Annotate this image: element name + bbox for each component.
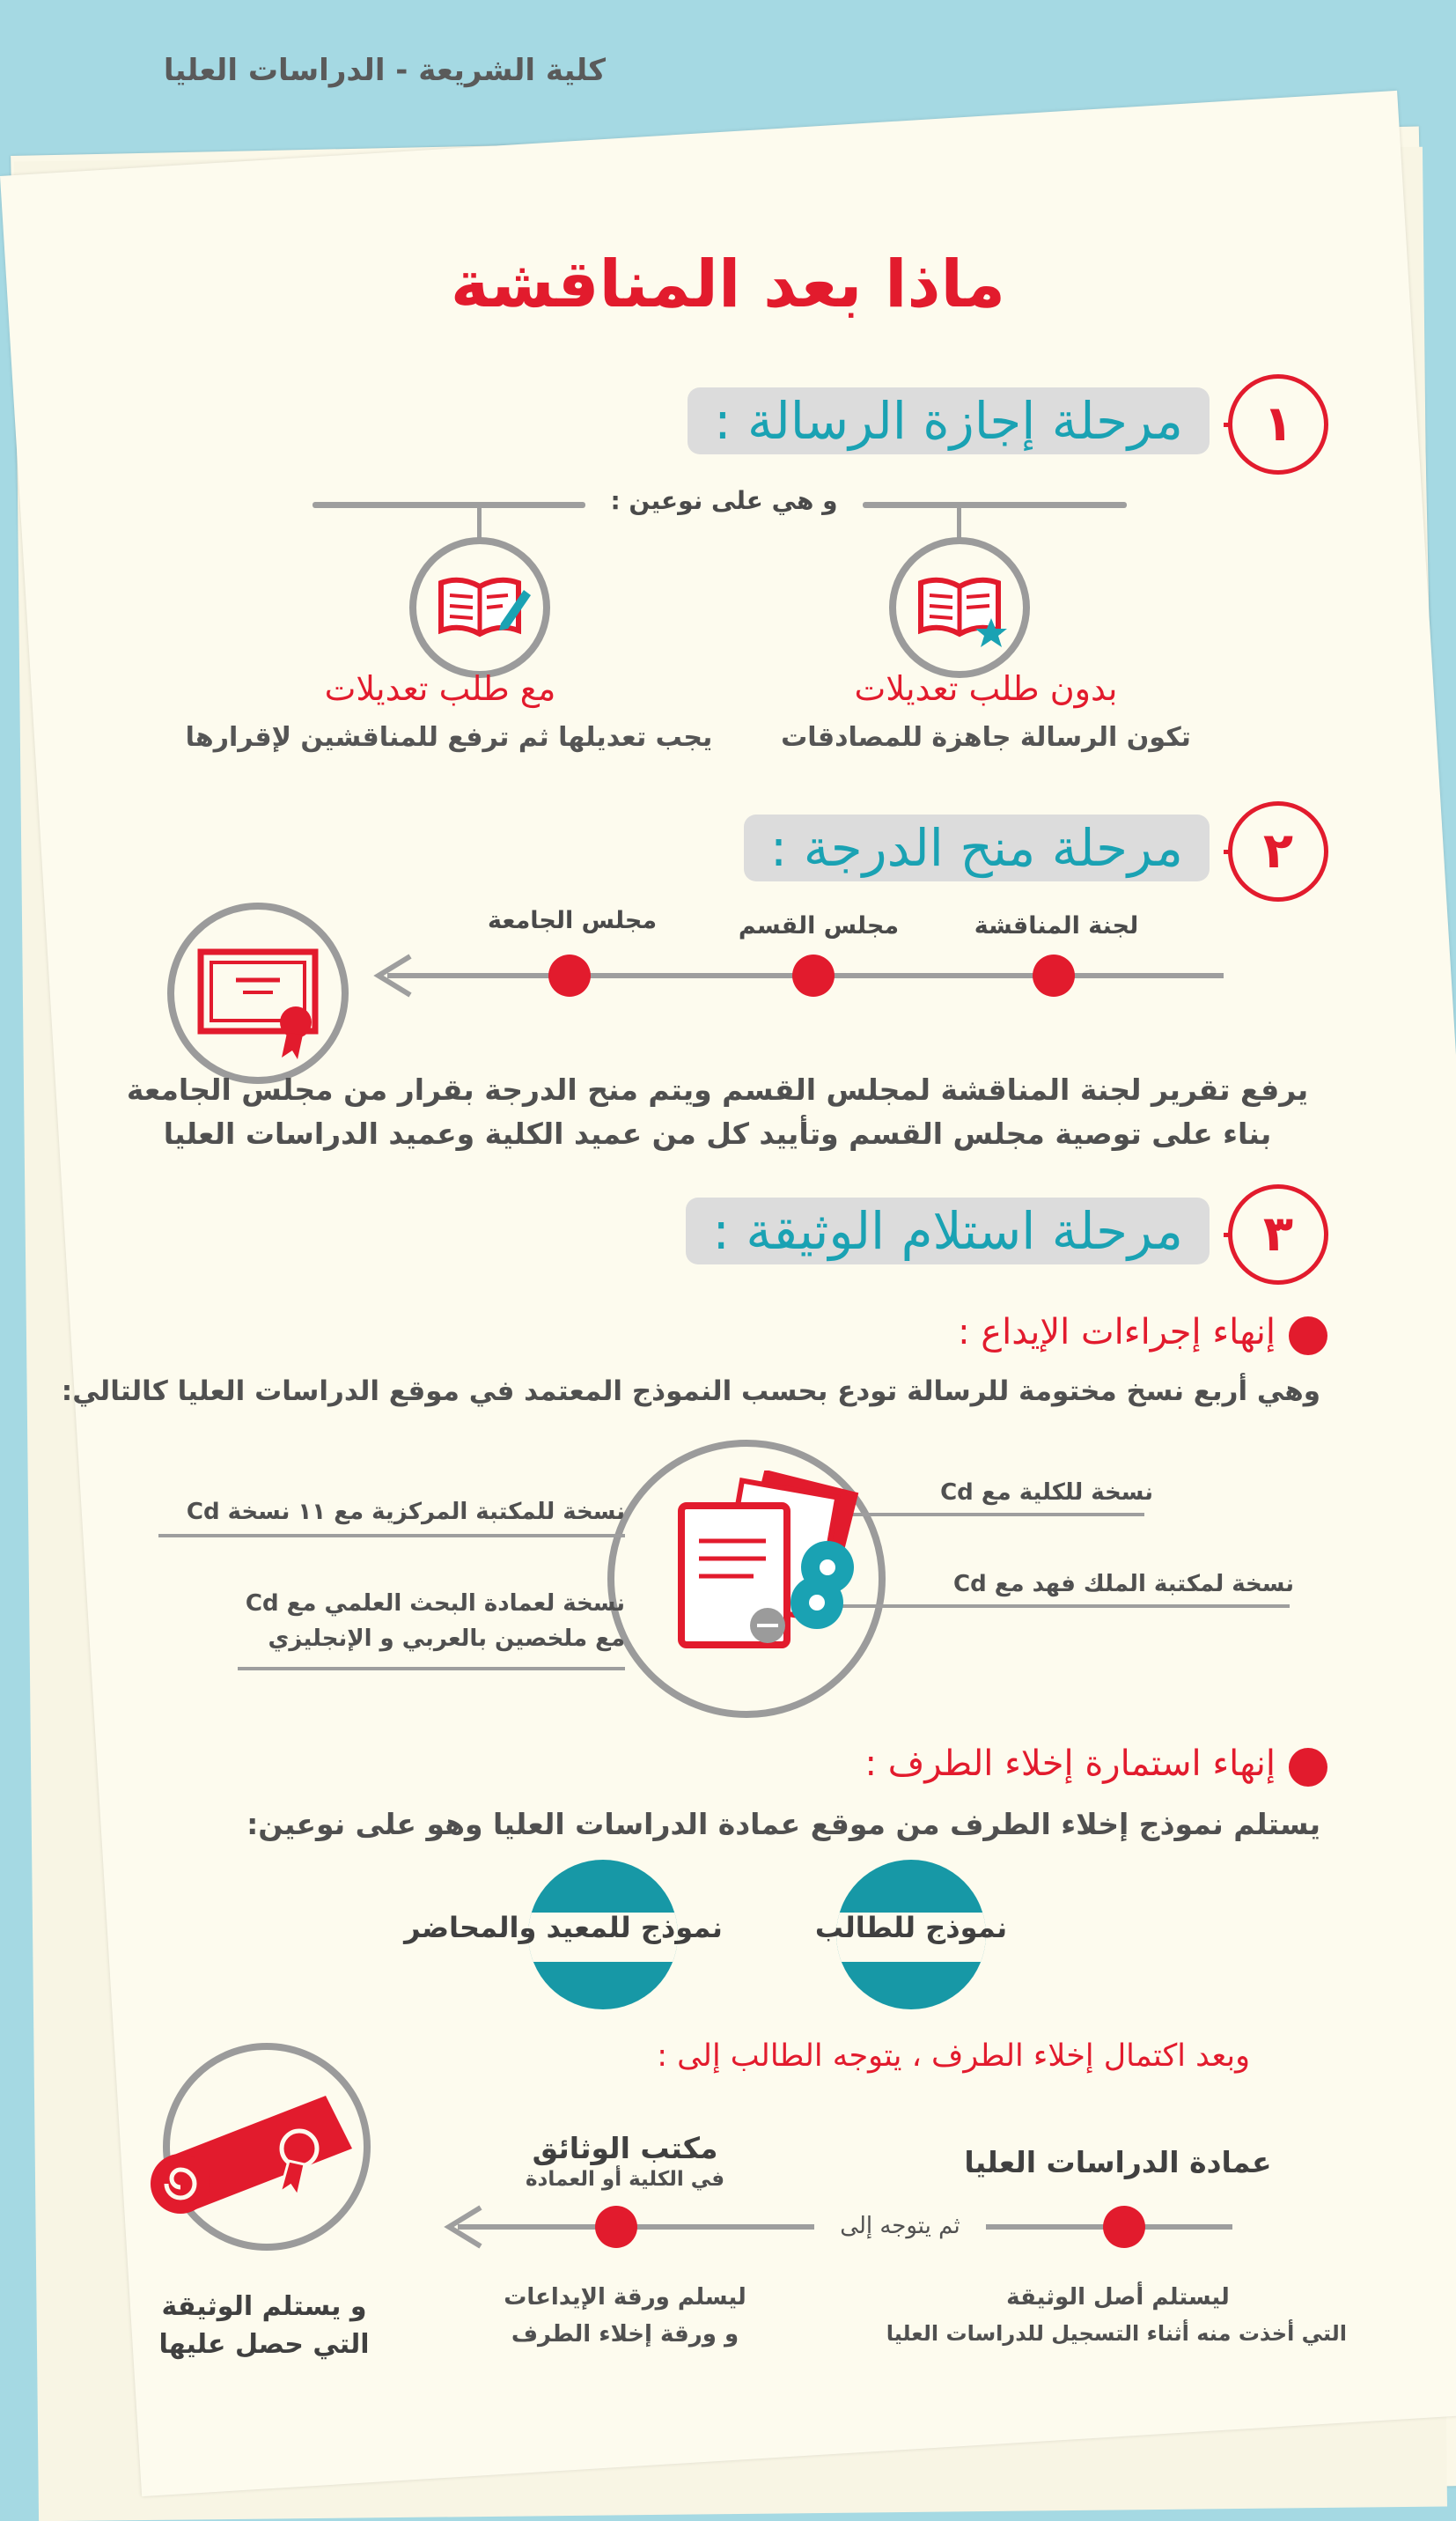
copy-central-library: نسخة للمكتبة المركزية مع ١١ نسخة Cd [186, 1499, 625, 1525]
with-edits-desc: يجب تعديلها ثم ترفع للمناقشين لإقرارها [185, 722, 713, 753]
copy-king-fahd: نسخة لمكتبة الملك فهد مع Cd [953, 1571, 1294, 1597]
stage-2-desc-1: يرفع تقرير لجنة المناقشة لمجلس القسم ويتم منح الدرجة بقرار من مجلس الجامعة [126, 1073, 1309, 1107]
bullet-dot [1289, 1316, 1327, 1355]
stage-2-number: ٢ [1228, 801, 1328, 902]
copy-research-deanship: نسخة لعمادة البحث العلمي مع Cd [245, 1590, 625, 1617]
page-title: ماذا بعد المناقشة [450, 247, 1006, 322]
certificate-icon [167, 903, 349, 1084]
bullet-dot [1289, 1748, 1327, 1787]
office-desc-1: ليسلم ورقة الإيداعات [504, 2284, 746, 2311]
clearance-intro: يستلم نموذج إخلاء الطرف من موقع عمادة الدراسات العليا وهو على نوعين: [246, 1807, 1320, 1841]
then-goes-to: ثم يتوجه إلى [840, 2213, 960, 2239]
deanship-title: عمادة الدراسات العليا [964, 2145, 1272, 2179]
stage-3-label: مرحلة استلام الوثيقة : [686, 1198, 1210, 1264]
timeline-dot [548, 955, 591, 997]
without-edits-desc: تكون الرسالة جاهزة للمصادقات [781, 722, 1191, 753]
hanger-right [957, 506, 961, 542]
diploma-scroll-icon [132, 2087, 387, 2228]
split-line-right [863, 502, 1127, 508]
with-edits-title: مع طلب تعديلات [324, 669, 556, 708]
documents-cd-icon [669, 1471, 880, 1673]
types-caption: و هي على نوعين : [610, 486, 838, 515]
stage-2-label: مرحلة منح الدرجة : [744, 815, 1210, 881]
step-department: مجلس القسم [738, 912, 900, 940]
stage-2-desc-2: بناء على توصية مجلس القسم وتأييد كل من عميد الكلية وعميد الدراسات العليا [163, 1117, 1272, 1151]
clearance-heading: إنهاء استمارة إخلاء الطرف : [864, 1743, 1276, 1784]
book-star-icon [889, 537, 1030, 678]
step-university: مجلس الجامعة [487, 907, 658, 934]
stage-3-number: ٣ [1228, 1184, 1328, 1285]
stage-1-label: مرحلة إجازة الرسالة : [688, 387, 1210, 454]
leader-line [827, 1604, 1290, 1608]
final-receive-2: التي حصل عليها [158, 2329, 370, 2360]
deanship-desc-2: التي أخذت منه أثناء التسجيل للدراسات العليا [886, 2321, 1347, 2346]
timeline-dot [792, 955, 835, 997]
book-pen-icon [409, 537, 550, 678]
staff-form-label: نموذج للمعيد والمحاضر [404, 1911, 723, 1944]
college-header: كلية الشريعة - الدراسات العليا [163, 53, 606, 88]
leader-line [158, 1534, 625, 1537]
deanship-desc-1: ليستلم أصل الوثيقة [1006, 2284, 1230, 2311]
timeline-dot [1103, 2206, 1145, 2248]
student-form-label: نموذج للطالب [814, 1911, 1008, 1944]
timeline-dot [595, 2206, 637, 2248]
timeline-dot [1033, 955, 1075, 997]
documents-office-title: مكتب الوثائق [532, 2131, 718, 2165]
final-receive-1: و يستلم الوثيقة [161, 2291, 367, 2322]
split-line-left [313, 502, 585, 508]
without-edits-title: بدون طلب تعديلات [854, 669, 1118, 708]
copy-research-summaries: مع ملخصين بالعربي و الإنجليزي [268, 1625, 625, 1652]
stage-1-number: ١ [1228, 374, 1328, 475]
deposit-heading: إنهاء إجراءات الإيداع : [958, 1312, 1276, 1353]
deposit-intro: وهي أربع نسخ مختومة للرسالة تودع بحسب النموذج المعتمد في موقع الدراسات العليا كالتالي: [61, 1375, 1320, 1407]
office-desc-2: و ورقة إخلاء الطرف [511, 2321, 739, 2348]
documents-office-sub: في الكلية أو العمادة [525, 2168, 725, 2191]
step-committee: لجنة المناقشة [974, 912, 1139, 940]
hanger-left [477, 506, 482, 542]
leader-line [238, 1667, 625, 1670]
copy-college: نسخة للكلية مع Cd [940, 1479, 1153, 1506]
arrow-left-icon [370, 953, 423, 999]
after-clearance-heading: وبعد اكتمال إخلاء الطرف ، يتوجه الطالب إلى : [657, 2038, 1250, 2074]
arrow-left-icon [440, 2204, 493, 2250]
